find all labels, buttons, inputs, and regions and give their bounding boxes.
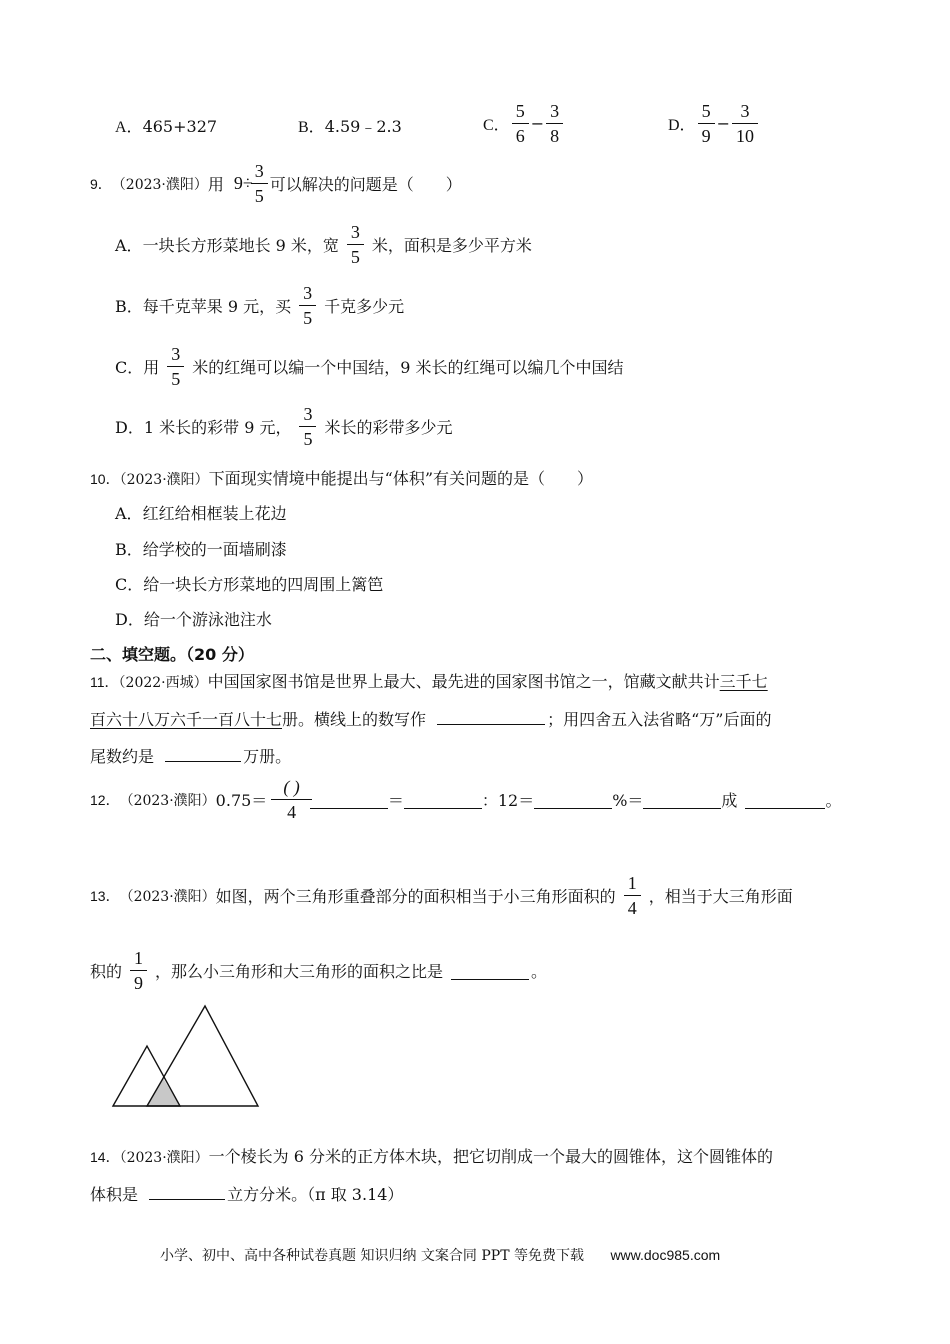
fraction[interactable]	[273, 778, 310, 821]
question-text: 。	[825, 791, 842, 810]
question-number: 9．	[90, 175, 112, 192]
fraction-denominator: 6	[512, 123, 529, 145]
fraction	[548, 102, 561, 145]
fraction	[169, 345, 182, 388]
question-text: 如图，两个三角形重叠部分的面积相当于小三角形面积的	[215, 887, 616, 906]
fraction-denominator: 4	[271, 799, 312, 821]
question-text: 可以解决的问题是（ ）	[269, 175, 462, 194]
fraction	[626, 874, 639, 917]
question-text: ：12＝	[481, 791, 535, 810]
q10-option-a	[115, 501, 287, 524]
question-text: ＝	[387, 791, 404, 810]
question-11-line2	[90, 707, 772, 730]
question-text: 0.75＝	[215, 791, 268, 810]
option-letter: A．	[115, 236, 143, 255]
fraction	[700, 102, 713, 145]
fraction-denominator: 5	[347, 244, 364, 266]
question-text: ，那么小三角形和大三角形的面积之比是	[155, 962, 444, 981]
option-text: 每千克苹果 9 元，买	[142, 297, 292, 316]
option-text: 用	[143, 358, 160, 377]
question-text: 。	[531, 962, 548, 981]
answer-blank[interactable]	[643, 792, 721, 809]
question-text: 下面现实情境中能提出与“体积”有关问题的是（ ）	[208, 469, 594, 488]
answer-blank[interactable]	[165, 745, 241, 762]
footer-link[interactable]: www.doc985.com	[610, 1247, 721, 1263]
q9-option-a	[115, 223, 532, 266]
footer-text: 小学、初中、高中各种试卷真题 知识归纳 文案合同 PPT 等免费下载	[160, 1248, 584, 1264]
fraction-numerator: 3	[303, 404, 313, 424]
question-13-line1	[90, 874, 793, 917]
fraction-numerator: ( )	[283, 777, 300, 797]
answer-blank[interactable]	[404, 792, 482, 809]
q8-option-a	[115, 114, 217, 137]
option-text: 米的红绳可以编一个中国结，9 米长的红绳可以编几个中国结	[192, 358, 624, 377]
option-letter: D．	[668, 117, 696, 134]
fraction	[349, 223, 362, 266]
question-14-line2	[90, 1182, 403, 1205]
question-source: （2023·濮阳）	[119, 888, 216, 905]
question-text: 体积是	[90, 1185, 139, 1204]
underlined-number-text: 三千七	[719, 672, 768, 691]
minus-sign: −	[716, 114, 730, 133]
question-number: 13．	[90, 887, 120, 904]
question-text: %＝	[612, 791, 644, 810]
q9-option-c	[115, 345, 624, 388]
q9-option-b	[115, 284, 404, 327]
fraction-denominator: 5	[251, 183, 268, 205]
fraction-denominator: 9	[130, 970, 147, 992]
answer-blank[interactable]	[451, 963, 529, 980]
overlapping-triangles-figure	[108, 1000, 268, 1112]
option-text: 千克多少元	[324, 297, 405, 316]
option-letter: C．	[483, 117, 510, 134]
fraction-denominator: 10	[732, 123, 758, 145]
question-text: 积的	[90, 962, 123, 981]
question-number: 10．	[90, 471, 120, 487]
option-text: 米长的彩带多少元	[324, 418, 453, 437]
option-letter: C．	[115, 575, 144, 594]
fraction-numerator: 3	[550, 101, 560, 121]
option-letter: B．	[298, 119, 325, 136]
footer	[160, 1245, 720, 1265]
fraction-numerator: 3	[254, 161, 264, 181]
question-12	[90, 778, 841, 821]
answer-blank[interactable]	[437, 708, 545, 725]
question-9	[90, 162, 462, 205]
fraction	[301, 284, 314, 327]
fraction	[132, 949, 145, 992]
option-expression: 465+327	[142, 117, 218, 136]
option-text: 给一块长方形菜地的四周围上篱笆	[143, 575, 384, 594]
option-letter: B．	[115, 540, 143, 559]
option-letter: A．	[115, 504, 143, 523]
q9-option-d	[115, 405, 452, 448]
question-source: （2022·西城）	[118, 675, 208, 691]
expression-integer: 9÷	[233, 173, 253, 193]
q8-option-c	[483, 102, 565, 145]
q10-option-b	[115, 537, 287, 560]
question-text: 万册。	[243, 747, 292, 766]
option-expression: 4.59﹣2.3	[324, 117, 402, 136]
question-source: （2023·濮阳）	[119, 472, 209, 488]
answer-blank[interactable]	[310, 792, 388, 809]
overlap-region	[147, 1078, 180, 1106]
question-text: 册。横线上的数写作	[282, 710, 427, 729]
answer-blank[interactable]	[745, 792, 825, 809]
option-text: 给学校的一面墙刷漆	[142, 540, 287, 559]
question-text: 尾数约是	[90, 747, 155, 766]
question-source: （2023·濮阳）	[119, 792, 216, 809]
underlined-number-text: 百六十八万六千一百八十七	[90, 710, 283, 729]
q8-option-d	[668, 102, 760, 145]
option-letter: C．	[115, 358, 144, 377]
fraction	[253, 162, 266, 205]
fraction-numerator: 3	[740, 101, 750, 121]
fraction-numerator: 3	[303, 283, 313, 303]
fraction	[514, 102, 527, 145]
question-text: 中国国家图书馆是世界上最大、最先进的国家图书馆之一，馆藏文献共计	[207, 672, 720, 691]
question-11-line1	[90, 669, 768, 692]
q8-option-b	[298, 114, 402, 137]
question-text: 一个棱长为 6 分米的正方体木块，把它切削成一个最大的圆锥体，这个圆锥体的	[208, 1147, 774, 1166]
fraction-denominator: 5	[299, 305, 316, 327]
question-source: （2023·濮阳）	[119, 1150, 209, 1166]
option-letter: D．	[115, 610, 144, 629]
fraction-numerator: 3	[171, 344, 181, 364]
fraction-numerator: 5	[515, 101, 525, 121]
answer-blank[interactable]	[149, 1183, 225, 1200]
q10-option-c	[115, 572, 383, 595]
option-text: 一块长方形菜地长 9 米，宽	[142, 236, 339, 255]
fraction	[301, 405, 314, 448]
minus-sign: −	[530, 114, 545, 133]
question-10	[90, 466, 593, 489]
option-letter: D．	[115, 418, 144, 437]
option-text: 米，面积是多少平方米	[371, 236, 532, 255]
question-11-line3	[90, 744, 291, 767]
fraction-denominator: 5	[167, 366, 184, 388]
question-text: 立方分米。（π 取 3.14）	[227, 1185, 404, 1204]
fraction-denominator: 8	[546, 123, 563, 145]
question-number: 14．	[90, 1149, 120, 1165]
question-number: 11．	[90, 674, 119, 690]
question-text: 成	[721, 791, 738, 810]
question-source: （2023·濮阳）	[111, 176, 208, 193]
option-letter: A．	[115, 119, 143, 136]
fraction	[734, 102, 756, 145]
question-text: ，相当于大三角形面	[648, 887, 793, 906]
option-letter: B．	[115, 297, 143, 316]
question-13-line2	[90, 949, 547, 992]
fraction-denominator: 4	[624, 895, 641, 917]
option-text: 给一个游泳池注水	[143, 610, 272, 629]
answer-blank[interactable]	[534, 792, 612, 809]
section-title: 二、填空题。（20 分）	[90, 645, 254, 664]
fraction-numerator: 3	[350, 222, 360, 242]
fraction-numerator: 1	[134, 948, 144, 968]
fraction-numerator: 1	[627, 873, 637, 893]
fraction-denominator: 5	[299, 426, 316, 448]
q10-option-d	[115, 607, 272, 630]
question-14-line1	[90, 1144, 773, 1167]
question-text: 用	[207, 175, 224, 194]
fraction-denominator: 9	[698, 123, 715, 145]
option-text: 红红给相框装上花边	[142, 504, 287, 523]
question-number: 12．	[90, 791, 120, 808]
option-text: 1 米长的彩带 9 元，	[143, 418, 292, 437]
question-text: ；用四舍五入法省略“万”后面的	[547, 710, 772, 729]
fraction-numerator: 5	[701, 101, 711, 121]
